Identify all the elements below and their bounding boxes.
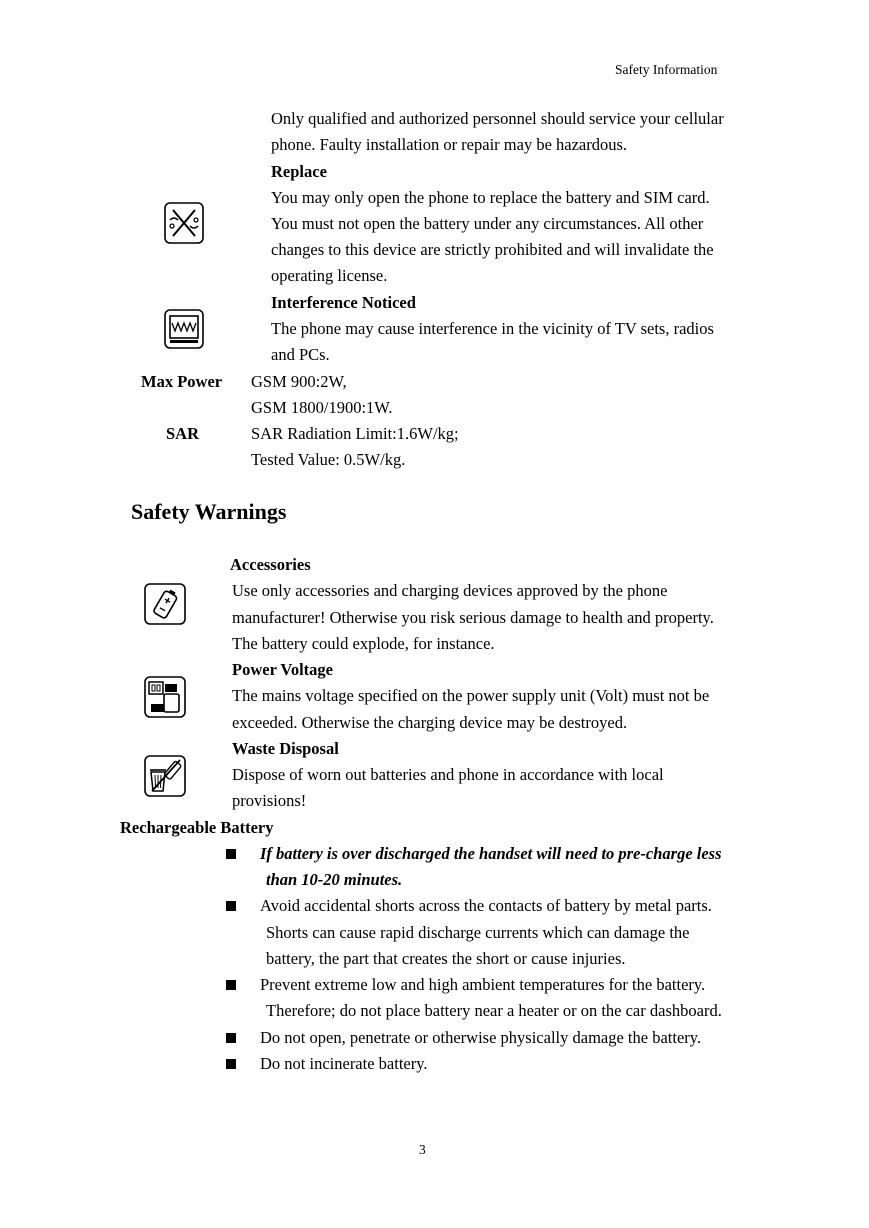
- power-voltage-title: Power Voltage: [232, 660, 333, 679]
- bullet-1-line-2: than 10-20 minutes.: [266, 870, 403, 889]
- bullet-marker: [226, 980, 236, 990]
- battery-accessory-icon: [144, 583, 186, 625]
- bullet-5-line-1: Do not incinerate battery.: [260, 1054, 428, 1073]
- bullet-2-line-2: Shorts can cause rapid discharge currents which can damage the: [266, 923, 690, 942]
- accessories-line-3: The battery could explode, for instance.: [232, 634, 495, 653]
- sar-line-2: Tested Value: 0.5W/kg.: [251, 450, 406, 469]
- bullet-3-line-2: Therefore; do not place battery near a heater or on the car dashboard.: [266, 1001, 722, 1020]
- waste-disposal-line-2: provisions!: [232, 791, 307, 810]
- replace-title: Replace: [271, 162, 327, 181]
- waste-disposal-line-1: Dispose of worn out batteries and phone in accordance with local: [232, 765, 664, 784]
- waste-disposal-icon: [144, 755, 186, 797]
- sar-line-1: SAR Radiation Limit:1.6W/kg;: [251, 424, 459, 443]
- page-number: 3: [419, 1142, 426, 1157]
- bullet-marker: [226, 849, 236, 859]
- intro-line-2: phone. Faulty installation or repair may be hazardous.: [271, 135, 628, 154]
- bullet-marker: [226, 1033, 236, 1043]
- max-power-line-2: GSM 1800/1900:1W.: [251, 398, 393, 417]
- section-title-safety-warnings: Safety Warnings: [131, 499, 287, 524]
- replace-line-2: You must not open the battery under any circumstances. All other: [271, 214, 704, 233]
- power-plug-icon: [144, 676, 186, 718]
- waste-disposal-title: Waste Disposal: [232, 739, 339, 758]
- accessories-line-1: Use only accessories and charging devices approved by the phone: [232, 581, 668, 600]
- bullet-3-line-1: Prevent extreme low and high ambient temperatures for the battery.: [260, 975, 706, 994]
- bullet-marker: [226, 901, 236, 911]
- interference-line-1: The phone may cause interference in the vicinity of TV sets, radios: [271, 319, 714, 338]
- bullet-marker: [226, 1059, 236, 1069]
- replace-line-3: changes to this device are strictly prohibited and will invalidate the: [271, 240, 714, 259]
- running-header: Safety Information: [615, 62, 718, 77]
- bullet-2-line-1: Avoid accidental shorts across the contacts of battery by metal parts.: [260, 896, 712, 915]
- intro-line-1: Only qualified and authorized personnel should service your cellular: [271, 109, 724, 128]
- interference-title: Interference Noticed: [271, 293, 416, 312]
- interference-line-2: and PCs.: [271, 345, 330, 364]
- tv-interference-icon: [164, 309, 204, 349]
- power-voltage-line-1: The mains voltage specified on the power supply unit (Volt) must not be: [232, 686, 710, 705]
- max-power-line-1: GSM 900:2W,: [251, 372, 347, 391]
- bullet-4-line-1: Do not open, penetrate or otherwise physically damage the battery.: [260, 1028, 702, 1047]
- sar-label: SAR: [166, 424, 200, 443]
- accessories-title: Accessories: [230, 555, 311, 574]
- bullet-1-line-1: If battery is over discharged the handset will need to pre-charge less: [260, 844, 722, 863]
- power-voltage-line-2: exceeded. Otherwise the charging device may be destroyed.: [232, 713, 628, 732]
- rechargeable-battery-title: Rechargeable Battery: [120, 818, 274, 837]
- no-repair-tools-icon: [164, 202, 204, 244]
- replace-line-1: You may only open the phone to replace the battery and SIM card.: [271, 188, 710, 207]
- bullet-2-line-3: battery, the part that creates the short or cause injuries.: [266, 949, 626, 968]
- max-power-label: Max Power: [141, 372, 223, 391]
- accessories-line-2: manufacturer! Otherwise you risk serious damage to health and property.: [232, 608, 714, 627]
- replace-line-4: operating license.: [271, 266, 388, 285]
